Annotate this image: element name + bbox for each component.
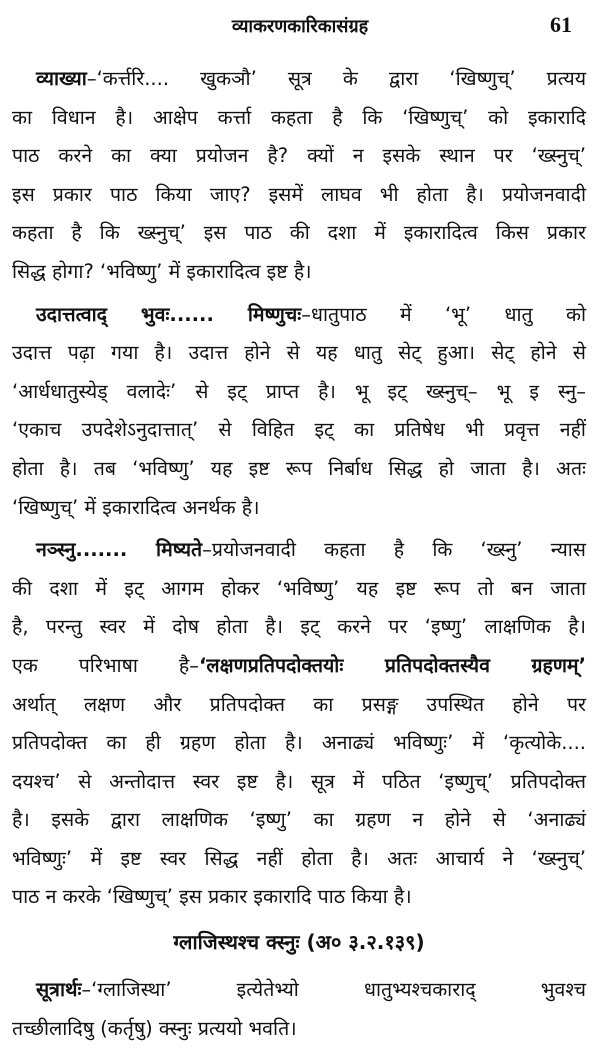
text-line: पाठ करने का क्या प्रयोजन है? क्यों न इसके स्थान पर ‘ख्स्नुच्’ [12, 144, 586, 168]
text-line: पाठ न करके ‘खिष्णुच्’ इस प्रकार इकारादि पाठ किया है। [12, 885, 412, 909]
paragraph-lead: नञ्स्नु....... मिष्यते [36, 538, 203, 562]
paragraph-vyakhya [12, 60, 586, 292]
text-line: ‘खिष्णुच्’ में इकारादित्व अनर्थक है। [12, 495, 260, 519]
running-title: व्याकरणकारिकासंग्रह [231, 16, 369, 37]
paragraph-udatta [12, 296, 586, 528]
text-run: –‘ग्लाजिस्था’ इत्येतेभ्यो धातुभ्यश्चकाराद् भुवश्च [81, 978, 586, 1002]
text-line [12, 971, 586, 1010]
text-line: अर्थात् लक्षण और प्रतिपदोक्त का प्रसङ्ग उपस्थित होने पर [12, 692, 586, 716]
text-line: की दशा में इट् आगम होकर ‘भविष्णु’ यह इष्ट रूप तो बन जाता [12, 576, 586, 600]
text-line: कहता है कि ख्स्नुच्’ इस पाठ की दशा में इकारादित्व किस प्रकार [12, 221, 586, 245]
text-line: दयश्च’ से अन्तोदात्त स्वर इष्ट है। सूत्र में पठित ‘इष्णुच्’ प्रतिपदोक्त [12, 769, 586, 793]
text-line: है। इसके द्वारा लाक्षणिक ‘इष्णु’ का ग्रहण न होने से ‘अनाढ्यं [12, 808, 586, 832]
text-line: इस प्रकार पाठ किया जाए? इसमें लाघव भी होता है। प्रयोजनवादी [12, 182, 586, 206]
paribhasha-quote: ‘लक्षणप्रतिपदोक्तयोः प्रतिपदोक्तस्यैव ग्रहणम्’ [198, 653, 586, 677]
text-line: ‘एकाच उपदेशेऽनुदात्तात्’ से विहित इट् का प्रतिषेध भी प्रवृत्त नहीं [12, 418, 586, 442]
text-line [12, 60, 586, 99]
text-line: ‘आर्धधातुस्येड् वलादेः’ से इट् प्राप्त है। भू इट् ख्स्नुच्– भू इ स्नु– [12, 379, 586, 403]
text-line: तच्छीलादिषु (कर्तृषु) क्स्नुः प्रत्ययो भवति। [12, 1016, 297, 1040]
text-line: का विधान है। आक्षेप कर्त्ता कहता है कि ‘खिष्णुच्’ को इकारादि [12, 105, 586, 129]
text-line: प्रतिपदोक्त का ही ग्रहण होता है। अनाढ्यं भविष्णुः’ में ‘कृत्योके.... [12, 731, 586, 755]
text-line [12, 647, 586, 686]
text-line: होता है। तब ‘भविष्णु’ यह इष्ट रूप निर्बाध सिद्ध हो जाता है। अतः [12, 456, 586, 480]
text-run: –प्रयोजनवादी कहता है कि ‘ख्स्नु’ न्यास [202, 538, 586, 562]
paragraph-nasnu [12, 531, 586, 917]
text-line: उदात्त पढ़ा गया है। उदात्त होने से यह धातु सेट् हुआ। सेट् होने से [12, 341, 586, 365]
text-line: है, परन्तु स्वर में दोष होता है। इट् करने पर ‘इष्णु’ लाक्षणिक है। [12, 615, 586, 639]
text-line [12, 531, 586, 570]
text-line: भविष्णुः’ में इष्ट स्वर सिद्ध नहीं होता है। अतः आचार्य ने ‘ख्स्नुच्’ [12, 846, 586, 870]
paragraph-lead: उदात्तत्वाद् भुवः...... मिष्णुचः [36, 302, 302, 326]
sutra-heading: ग्लाजिस्थश्च क्स्नुः (अ० ३.२.१३९) [173, 930, 425, 955]
text-line: सिद्ध होगा? ‘भविष्णु’ में इकारादित्व इष्ट है। [12, 259, 312, 283]
text-line [12, 296, 586, 335]
text-run: –धातुपाठ में ‘भू’ धातु को [301, 302, 586, 326]
text-run: –‘कर्त्तरि.... खुकञौ’ सूत्र के द्वारा ‘खिष्णुच्’ प्रत्यय [86, 67, 586, 90]
page-number: 61 [550, 12, 572, 37]
paragraph-sutrartha [12, 971, 586, 1048]
paragraph-lead: व्याख्या [36, 67, 87, 90]
text-run: एक परिभाषा है– [12, 653, 199, 677]
page-header [0, 8, 600, 42]
body-text [12, 60, 586, 1052]
paragraph-lead: सूत्रार्थः [36, 978, 82, 1002]
